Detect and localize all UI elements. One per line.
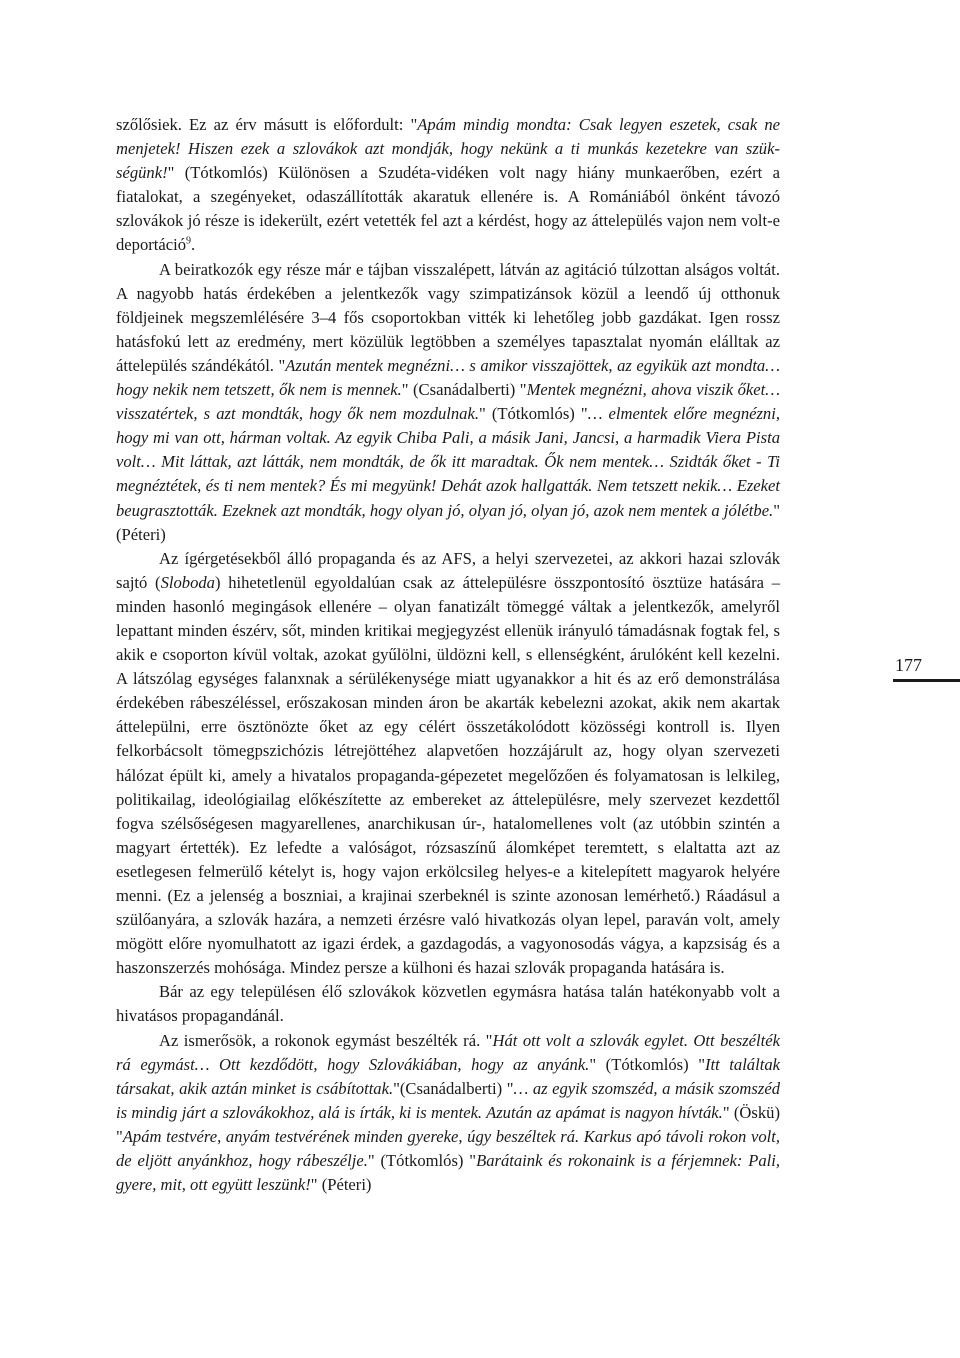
body-text: . bbox=[191, 235, 196, 255]
body-text: " (Tótkomlós) Különösen a Szudéta-vidéken volt nagy hiány munkaerőben, ezért a fiatalokat, a szegényeket, odaszállították akaratuk ellenére is. A Romániából önként távozó szlovákok jó része is idekerült, ezért vetették fel azt a kérdést, hogy az áttelepülés vajon nem volt-e deportáció bbox=[116, 163, 780, 255]
quote-text: … az egyik szomszéd, a másik szomszéd is mindig járt a szlovákokhoz, alá is írták, ki is mentek. Azután az apámat is nagyon hívták. bbox=[116, 1078, 780, 1122]
quote-text: Itt találtak társakat, akik aztán minket is csábítottak. bbox=[116, 1054, 780, 1098]
paragraph bbox=[116, 258, 780, 547]
body-text: szőlősiek. Ez az érv másutt is előfordult: " bbox=[116, 115, 418, 134]
body-text: Az ismerősök, a rokonok egymást beszélték rá. " bbox=[159, 1030, 493, 1050]
quote-text: Hát ott volt a szlovák egylet. Ott beszélték rá egymást… Ott kezdődött, hogy Szlovákiában, hogy az anyánk. bbox=[116, 1030, 780, 1074]
body-text: A beiratkozók egy része már e tájban visszalépett, látván az agitáció túlzottan alságos voltát. A nagyobb hatás érdekében a jelentkezők vagy szimpatizánsok közül a leendő új otthonuk földjeinek megszemlélésére 3–4 fős csoportokban vitték ki lehetőleg jobb gazdákat. Igen rossz hatásfokú lett az eredmény, mert közülük legtöbben a személyes tapasztalat nyomán elálltak az áttelepülés szándékától. " bbox=[116, 259, 780, 375]
main-text bbox=[116, 113, 780, 1197]
paragraph bbox=[116, 980, 780, 1028]
quote-text: Mentek megnézni, ahova viszik őket… visszatértek, s azt mondták, hogy ők nem mozdulnak. bbox=[116, 380, 780, 424]
footnote-ref: 9 bbox=[186, 235, 192, 247]
quote-text: Apám testvére, anyám testvérének minden gyereke, úgy beszéltek rá. Karkus apó távoli rokon volt, de eljött anyánkhoz, hogy rábeszélje. bbox=[116, 1126, 780, 1171]
page-number: 177 bbox=[895, 655, 922, 675]
page-number-rule bbox=[893, 679, 960, 682]
body-text: ) hihetetlenül egyoldalúan csak az áttelepülésre összpontosító ösztüze hatására – minden hasonló megingások ellenére – olyan fanatizált tömeggé váltak a jelentkezők, amelyről lepattant minden észérv, sőt, minden kritikai megjegyzést ellenük irányuló támadásnak fogtak fel, s akik e csoporton kívül voltak, azokat gyűlölni, üldözni kell, s ellenségként, árulóként kell kezelni. A látszólag egységes falanxnak a sérülékenysége miatt ugyanakkor a hit és az erő demonstrálása érdekében rábeszéléssel, erőszakosan minden áron be akarták kebelezni azokat, akik nem akartak áttelepülni, erre ösztönözte őket az egy célért összetákolódott közösségi kontroll is. Ilyen felkorbácsolt tömegpszichózis létrejöttéhez alapvetően hozzájárult az, hogy olyan szervezeti hálózat épült ki, amely a hivatalos propaganda-gépezetet megelőzően és folyamatosan is lelkileg, politikailag, ideológiailag előkészítette az embereket az áttelepülésre, mely szervezet kezdettől fogva szélsőségesen magyarellenes, anarchikusan úr-, hatalomellenes volt (az utóbbin szintén a magyart értették). Ez lefedte a valóságot, rózsaszínű álomképet teremtett, s elaltatta azt az esetlegesen felmerülő kételyt is, hogy vajon erkölcsileg helyes-e a kitelepített magyarok helyére menni. (Ez a jelenség a boszniai, a krajinai szerbeknél is szinte azonosan lemérhető.) Ráadásul a szülőanyára, a szlovák hazára, a nemzeti érzésre való hivatkozás olyan lepel, paraván volt, amely mögött előre nyomulhatott az igazi érdek, a gazdagodás, a vagyonosodás vágya, a kapzsiság és a haszonszerzés mohósága. Mindez persze a külhoni és hazai szlovák propaganda hatására is. bbox=[116, 572, 780, 978]
quote-text: Barátaink és rokonaink is a férjemnek: Pali, gyere, mit, ott együtt leszünk! bbox=[116, 1151, 780, 1195]
page-number-marker bbox=[893, 655, 960, 682]
body-text: "(Csanádalberti) " bbox=[393, 1078, 514, 1098]
body-text: " (Öskü) " bbox=[116, 1102, 780, 1146]
body-text: Az ígérgetésekből álló propaganda és az AFS, a helyi szervezetei, az akkori hazai szlovák sajtó ( bbox=[116, 548, 780, 592]
page-body bbox=[116, 113, 780, 1197]
quote-text: Apám mindig mondta: Csak legyen eszetek, csak ne menjetek! Hiszen ezek a szlovákok azt mondják, hogy nekünk a ti munkás kezetekre van szükségünk! bbox=[116, 115, 780, 183]
paragraph bbox=[116, 1029, 780, 1198]
body-text: " (Tótkomlós) " bbox=[478, 404, 588, 424]
paragraph bbox=[116, 547, 780, 981]
paragraph bbox=[116, 113, 780, 258]
body-text: " (Péteri) bbox=[116, 500, 780, 544]
body-text: " (Tótkomlós) " bbox=[589, 1054, 705, 1074]
quote-text: … elmentek előre megnézni, hogy mi van ott, hárman voltak. Az egyik Chiba Pali, a másik Jani, Jancsi, a harmadik Viera Pista volt… Mit láttak, azt látták, nem mondták, de ők itt maradtak. Ők nem mentek… Szidták őket - Ti megnéztétek, és ti nem mentek? És mi megyünk! Dehát azok hallgatták. Nem tetszett nekik… Ezeket beugrasztották. Ezeknek azt mondták, hogy olyan jó, olyan jó, olyan jó, azok nem mentek a jólétbe. bbox=[116, 404, 780, 520]
body-text: " (Csanádalberti) " bbox=[401, 380, 527, 400]
body-text: " (Péteri) bbox=[310, 1175, 372, 1195]
body-text: " (Tótkomlós) " bbox=[367, 1151, 477, 1171]
body-text: Bár az egy településen élő szlovákok közvetlen egymásra hatása talán hatékonyabb volt a hivatásos propagandánál. bbox=[116, 982, 780, 1026]
quote-text: Sloboda bbox=[160, 572, 215, 592]
quote-text: Azután mentek megnézni… s amikor visszajöttek, az egyikük azt mondta… hogy nekik nem tetszett, ők nem is mennek. bbox=[116, 355, 780, 400]
